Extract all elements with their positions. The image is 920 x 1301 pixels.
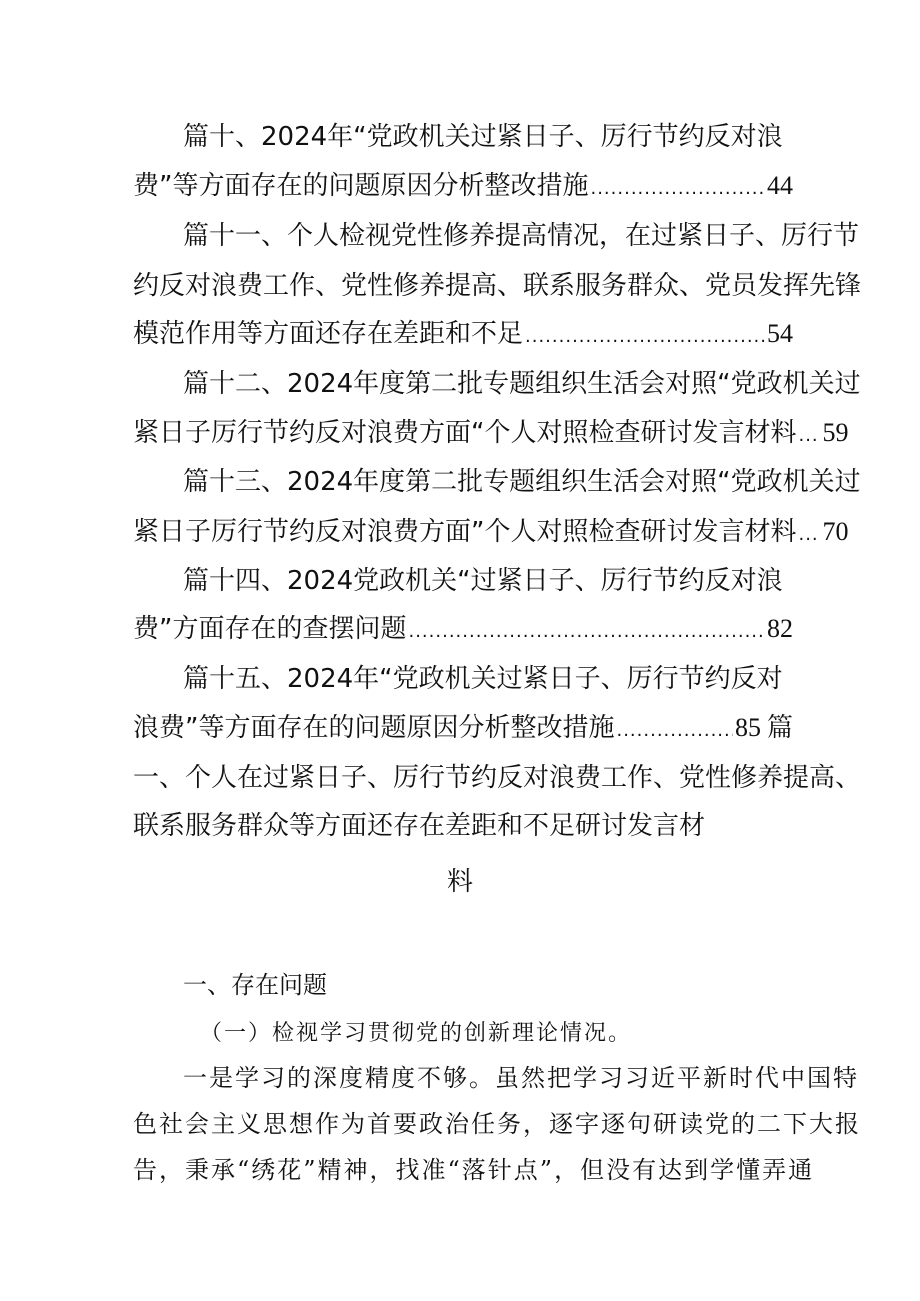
toc-item-11-line2: 约反对浪费工作、党性修养提高、联系服务群众、党员发挥先锋	[133, 271, 862, 301]
toc-item-14-line2: 费”方面存在的查摆问题	[133, 614, 407, 644]
paragraph-line1: 一是学习的深度精度不够。虽然把学习习近平新时代中国特	[183, 1064, 859, 1092]
article-title-line2: 联系服务群众等方面还存在差距和不足研讨发言材	[133, 811, 706, 841]
toc-item-10-line1: 篇十、2024年“党政机关过紧日子、厉行节约反对浪	[183, 122, 783, 152]
toc-item-11-page: 54	[767, 319, 793, 348]
toc-leader-dots	[616, 708, 733, 751]
article-title-line1: 一、个人在过紧日子、厉行节约反对浪费工作、党性修养提高、	[133, 763, 862, 793]
paragraph-line3: 告，秉承“绣花”精神，找准“落针点”，但没有达到学懂弄通	[133, 1156, 815, 1184]
toc-item-12-line2: 紧日子厉行节约反对浪费方面“个人对照检查研讨发言材料	[133, 418, 797, 448]
toc-item-10-line2: 费”等方面存在的问题原因分析整改措施	[133, 171, 589, 201]
toc-item-11-line1: 篇十一、个人检视党性修养提高情况，在过紧日子、厉行节	[183, 221, 860, 251]
toc-leader-dots	[525, 314, 765, 357]
toc-item-14-page: 82	[767, 614, 793, 643]
toc-item-15-line1: 篇十五、2024年“党政机关过紧日子、厉行节约反对	[183, 664, 783, 694]
toc-item-11-entry[interactable]	[133, 314, 793, 357]
toc-leader-dots	[798, 512, 820, 555]
subsection-heading: （一）检视学习贯彻党的创新理论情况。	[200, 1021, 633, 1046]
article-title-line3: 料	[446, 867, 473, 897]
toc-item-12-entry[interactable]	[133, 413, 849, 456]
toc-item-13-entry[interactable]	[133, 512, 849, 555]
toc-item-12-line1: 篇十二、2024年度第二批专题组织生活会对照“党政机关过	[183, 369, 861, 399]
toc-item-13-line1: 篇十三、2024年度第二批专题组织生活会对照“党政机关过	[183, 467, 861, 497]
toc-item-15-entry[interactable]	[133, 708, 793, 751]
toc-trailing-text: 篇	[766, 713, 793, 743]
toc-leader-dots	[408, 609, 765, 652]
toc-item-14-entry[interactable]	[133, 609, 793, 652]
toc-item-13-line2: 紧日子厉行节约反对浪费方面”个人对照检查研讨发言材料	[133, 517, 797, 547]
toc-item-10-page: 44	[767, 171, 793, 200]
toc-leader-dots	[590, 166, 765, 209]
toc-item-15-page: 85	[734, 713, 761, 742]
paragraph-line2: 色社会主义思想作为首要政治任务，逐字逐句研读党的二下大报	[133, 1110, 861, 1138]
toc-item-10-entry[interactable]	[133, 166, 793, 209]
toc-item-14-line1: 篇十四、2024党政机关“过紧日子、厉行节约反对浪	[183, 566, 783, 596]
toc-item-11-line3: 模范作用等方面还存在差距和不足	[133, 319, 524, 349]
toc-item-13-page: 70	[822, 517, 849, 546]
toc-item-12-page: 59	[822, 418, 849, 447]
section-heading: 一、存在问题	[183, 971, 327, 999]
toc-item-15-line2: 浪费”等方面存在的问题原因分析整改措施	[133, 713, 615, 743]
toc-leader-dots	[798, 413, 820, 456]
